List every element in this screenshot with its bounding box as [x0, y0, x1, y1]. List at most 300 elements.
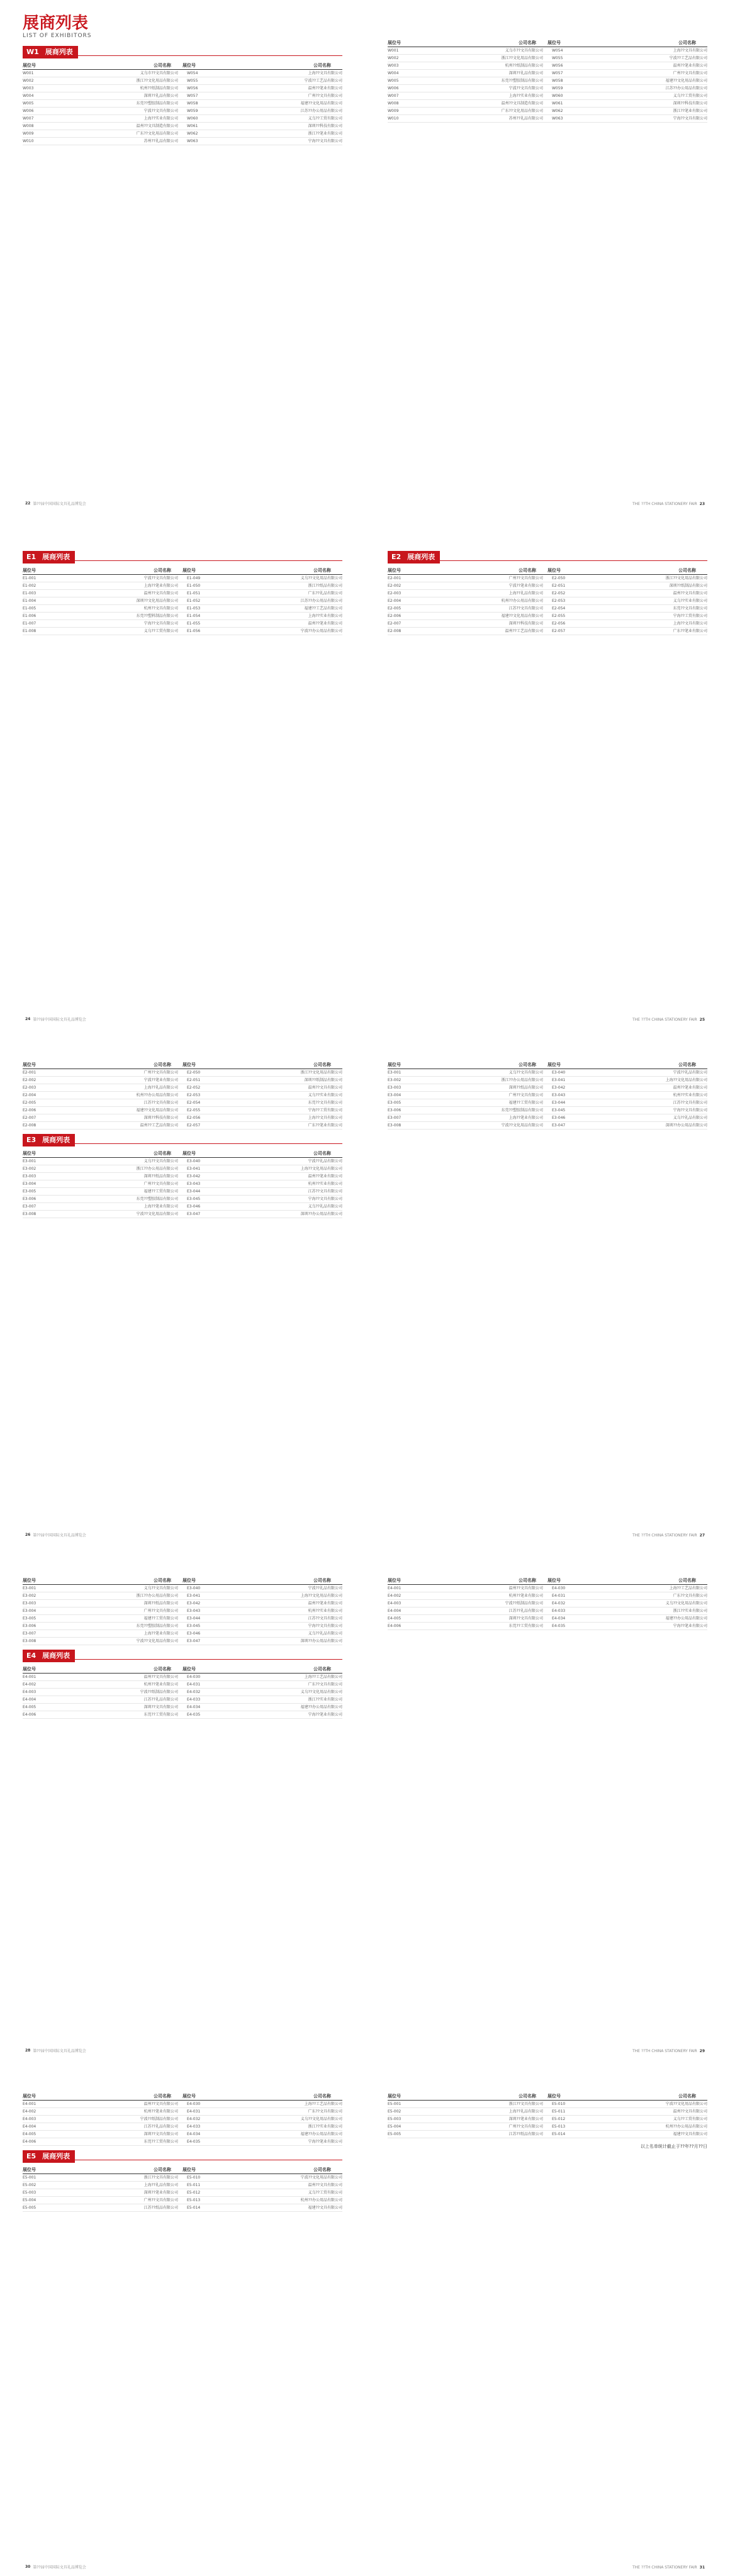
booth-number: E3-045	[187, 1196, 201, 1201]
booth-number: E3-044	[552, 1100, 566, 1105]
booth-number: E4-002	[23, 2109, 36, 2114]
table-row	[388, 613, 707, 620]
company-name: 宁海??工贸有限公司	[308, 1108, 342, 1113]
table-header	[23, 2091, 342, 2101]
booth-number: E3-004	[23, 1181, 36, 1186]
col-booth: 展位号	[388, 2094, 401, 2099]
booth-number: W059	[552, 86, 563, 91]
exhibitor-table	[23, 2101, 342, 2146]
booth-number: W006	[23, 108, 34, 113]
booth-number: E4-006	[388, 1623, 402, 1628]
hall-rule	[75, 2153, 342, 2160]
col-company: 公司名称	[519, 2094, 536, 2099]
company-name: 杭州??纸制品有限公司	[505, 63, 543, 68]
page-title: 展商列表	[23, 14, 89, 33]
booth-number: E3-041	[552, 1077, 566, 1082]
booth-number: W009	[23, 131, 34, 136]
company-name: 东莞??塑胶制品有限公司	[136, 1623, 178, 1628]
company-name: 浙江??文化用品有限公司	[501, 55, 543, 60]
company-name: 福建??办公用品有限公司	[300, 1704, 342, 1709]
booth-number: E5-012	[552, 2116, 566, 2121]
booth-number: E2-055	[187, 1108, 201, 1113]
table-row	[23, 2189, 342, 2197]
company-name: 宁波??笔业有限公司	[508, 583, 543, 588]
table-row	[23, 605, 342, 613]
page-footer	[23, 2564, 342, 2570]
hall-label: 展商列表	[40, 551, 75, 564]
hall-header-e2	[388, 550, 707, 564]
company-name: 福建??文化用品有限公司	[501, 613, 543, 618]
company-name: 杭州??办公用品有限公司	[665, 2124, 707, 2129]
table-row	[23, 1681, 342, 1689]
spacer	[388, 0, 707, 38]
company-name: 深圳??礼品有限公司	[508, 70, 543, 75]
company-name: 温州??文具有限公司	[143, 1674, 178, 1679]
table-row	[23, 1196, 342, 1203]
booth-number: E2-057	[187, 1123, 201, 1128]
col-booth: 展位号	[182, 1578, 196, 1583]
table-row	[23, 2116, 342, 2123]
company-name: 宁波??文化用品有限公司	[665, 2101, 707, 2106]
company-name: 杭州??办公用品有限公司	[300, 2197, 342, 2202]
booth-number: E3-043	[552, 1092, 566, 1097]
company-name: 宁海??文具有限公司	[673, 116, 707, 121]
table-row	[23, 1623, 342, 1630]
col-booth: 展位号	[388, 40, 401, 45]
col-booth: 展位号	[23, 568, 36, 573]
booth-number: E4-034	[552, 1616, 566, 1621]
company-name: 江苏??办公用品有限公司	[665, 86, 707, 91]
company-name: 江苏??礼品有限公司	[143, 1697, 178, 1702]
company-name: 福建??文具有限公司	[673, 2131, 707, 2136]
col-company: 公司名称	[313, 2167, 331, 2172]
exhibitor-table	[23, 2174, 342, 2212]
company-name: 温州??文具有限公司	[308, 1085, 342, 1090]
company-name: 宁波??办公用品有限公司	[300, 628, 342, 633]
company-name: 上海??工艺品有限公司	[304, 1674, 342, 1679]
booth-number: E5-011	[187, 2182, 201, 2187]
booth-number: E4-030	[187, 2101, 201, 2106]
hall-code: W1	[23, 46, 43, 58]
booth-number: E4-032	[552, 1601, 566, 1606]
col-company: 公司名称	[154, 1578, 171, 1583]
col-company: 公司名称	[313, 568, 331, 573]
company-name: 广州??文具有限公司	[143, 1070, 178, 1075]
company-name: 温州??笔业有限公司	[308, 621, 342, 626]
booth-number: E1-005	[23, 606, 36, 611]
page-footer	[388, 2049, 707, 2053]
booth-number: E2-001	[23, 1070, 36, 1075]
company-name: 温州??笔业有限公司	[308, 86, 342, 91]
col-company: 公司名称	[678, 40, 696, 45]
booth-number: E3-002	[388, 1077, 402, 1082]
page-footer	[23, 501, 342, 506]
table-header	[23, 1575, 342, 1585]
booth-number: E4-004	[23, 1697, 36, 1702]
table-row	[388, 2116, 707, 2123]
booth-number: W062	[552, 108, 563, 113]
booth-number: E2-001	[388, 575, 402, 580]
page-29	[365, 1544, 730, 2060]
company-name: 深圳??文具有限公司	[143, 1704, 178, 1709]
footer-text: 第??届中国国际文具礼品博览会	[33, 502, 86, 506]
company-name: 上海??礼品有限公司	[143, 1085, 178, 1090]
table-row	[388, 1585, 707, 1592]
booth-number: E1-001	[23, 575, 36, 580]
company-name: 浙江??办公用品有限公司	[501, 1077, 543, 1082]
booth-number: E4-035	[552, 1623, 566, 1628]
booth-number: E5-010	[187, 2175, 201, 2180]
booth-number: E4-033	[187, 2124, 201, 2129]
booth-number: E3-004	[23, 1608, 36, 1613]
footer-text: 第??届中国国际文具礼品博览会	[33, 1018, 86, 1022]
hall-header-e3	[23, 1133, 342, 1147]
company-name: 深圳??纸品有限公司	[143, 1174, 178, 1179]
spacer	[23, 2060, 342, 2091]
company-name: 深圳??纸品有限公司	[508, 1085, 543, 1090]
booth-number: E5-003	[388, 2116, 402, 2121]
company-name: 宁波??纸制品有限公司	[140, 1689, 178, 1694]
table-row	[23, 2123, 342, 2131]
company-name: 江苏??文具有限公司	[673, 1100, 707, 1105]
company-name: 温州??文具有限公司	[308, 2182, 342, 2187]
booth-number: W055	[187, 78, 198, 83]
booth-number: E4-001	[23, 2101, 36, 2106]
col-booth: 展位号	[23, 1578, 36, 1583]
company-name: 深圳??办公用品有限公司	[665, 1123, 707, 1128]
company-name: 温州??文具制造有限公司	[501, 101, 543, 106]
company-name: 江苏??纸品有限公司	[508, 2131, 543, 2136]
page-footer	[388, 502, 707, 506]
page-footer	[388, 2565, 707, 2570]
page-footer	[23, 2048, 342, 2053]
page-28	[0, 1544, 365, 2060]
page-number: 31	[699, 2565, 705, 2570]
company-name: 宁波??礼品有限公司	[308, 1585, 342, 1591]
table-row	[23, 1674, 342, 1681]
company-name: 浙江??纸品有限公司	[308, 583, 342, 588]
company-name: 浙江??文化用品有限公司	[136, 78, 178, 83]
col-booth: 展位号	[182, 63, 196, 68]
page-25	[365, 513, 730, 1028]
company-name: 广州??文具有限公司	[508, 575, 543, 580]
footer-text: THE ??TH CHINA STATIONERY FAIR	[632, 502, 697, 506]
table-row	[388, 1107, 707, 1114]
company-name: 福建??工贸有限公司	[143, 1189, 178, 1194]
company-name: 广东??礼品有限公司	[308, 591, 342, 596]
table-header	[388, 38, 707, 47]
booth-number: E5-012	[187, 2190, 201, 2195]
company-name: 深圳??纸制品有限公司	[669, 583, 707, 588]
booth-number: E4-034	[187, 1704, 201, 1709]
exhibitor-table	[388, 47, 707, 123]
hall-rule	[75, 1137, 342, 1144]
company-name: 义乌??文化用品有限公司	[300, 1689, 342, 1694]
booth-number: W006	[388, 86, 399, 91]
booth-number: E3-006	[23, 1196, 36, 1201]
company-name: 上海??实业有限公司	[508, 93, 543, 98]
booth-number: E4-031	[552, 1593, 566, 1598]
company-name: 宁海??工贸有限公司	[673, 613, 707, 618]
table-row	[23, 1689, 342, 1696]
booth-number: E3-040	[187, 1158, 201, 1163]
booth-number: E3-001	[388, 1070, 402, 1075]
col-company: 公司名称	[154, 1062, 171, 1067]
booth-number: E3-006	[388, 1108, 402, 1113]
company-name: 上海??文化用品有限公司	[300, 1166, 342, 1171]
company-name: 深圳??科技有限公司	[673, 101, 707, 106]
company-name: 浙江??笔业有限公司	[308, 131, 342, 136]
company-name: 上海??工艺品有限公司	[669, 1585, 707, 1591]
company-name: 宁海??文具有限公司	[308, 138, 342, 143]
booth-number: E1-055	[187, 621, 201, 626]
booth-number: E3-046	[187, 1631, 201, 1636]
table-row	[388, 620, 707, 628]
company-name: 宁海??笔业有限公司	[673, 1623, 707, 1628]
table-row	[388, 605, 707, 613]
booth-number: E4-006	[23, 2139, 36, 2144]
company-name: 义乌??文化用品有限公司	[300, 2116, 342, 2121]
company-name: 义乌??实业有限公司	[673, 598, 707, 603]
page-number: 25	[699, 1018, 705, 1022]
hall-code: E5	[23, 2150, 40, 2163]
table-row	[23, 575, 342, 582]
table-header	[388, 1575, 707, 1585]
col-booth: 展位号	[548, 1062, 561, 1067]
booth-number: E4-005	[388, 1616, 402, 1621]
booth-number: E4-006	[23, 1712, 36, 1717]
page-footer	[388, 1533, 707, 1538]
booth-number: E2-003	[23, 1085, 36, 1090]
booth-number: E5-003	[23, 2190, 36, 2195]
table-header	[388, 2091, 707, 2101]
booth-number: E1-006	[23, 613, 36, 618]
company-name: 深圳??文具有限公司	[143, 2131, 178, 2136]
col-booth: 展位号	[23, 2167, 36, 2172]
col-booth: 展位号	[182, 1151, 196, 1156]
booth-number: W054	[187, 70, 198, 75]
company-name: 浙江??实业有限公司	[308, 2124, 342, 2129]
table-row	[23, 1188, 342, 1196]
spacer	[23, 1028, 342, 1060]
company-name: 广东??文具有限公司	[673, 1593, 707, 1598]
footer-text: 第??届中国国际文具礼品博览会	[33, 2565, 86, 2570]
company-name: 东莞??文具有限公司	[673, 606, 707, 611]
booth-number: W001	[23, 70, 34, 75]
footer-text: THE ??TH CHINA STATIONERY FAIR	[632, 1533, 697, 1538]
table-row	[23, 2204, 342, 2212]
booth-number: E3-004	[388, 1092, 402, 1097]
company-name: 东莞??塑胶制品有限公司	[136, 1196, 178, 1201]
company-name: 宁波??礼品有限公司	[308, 1158, 342, 1163]
booth-number: E3-041	[187, 1166, 201, 1171]
company-name: 宁波??笔业有限公司	[143, 1077, 178, 1082]
booth-number: W005	[388, 78, 399, 83]
exhibitor-table	[388, 1585, 707, 1630]
table-row	[388, 1114, 707, 1122]
booth-number: E4-001	[388, 1585, 402, 1591]
col-booth: 展位号	[548, 2094, 561, 2099]
company-name: 温州??笔业有限公司	[308, 1601, 342, 1606]
company-name: 广东??文具有限公司	[308, 2109, 342, 2114]
company-name: 义乌??工贸有限公司	[143, 628, 178, 633]
company-name: 温州??笔业有限公司	[673, 63, 707, 68]
company-name: 义乌??工贸有限公司	[308, 2190, 342, 2195]
table-row	[23, 2101, 342, 2108]
col-booth: 展位号	[182, 1667, 196, 1672]
booth-number: E2-056	[187, 1115, 201, 1120]
hall-header-w1	[23, 45, 342, 59]
booth-number: E1-050	[187, 583, 201, 588]
company-name: 广东??笔业有限公司	[308, 1123, 342, 1128]
booth-number: E3-002	[23, 1166, 36, 1171]
company-name: 义乌??礼品有限公司	[308, 1204, 342, 1209]
table-row	[23, 1114, 342, 1122]
col-company: 公司名称	[154, 2094, 171, 2099]
table-row	[23, 1069, 342, 1077]
company-name: 上海??文化用品有限公司	[665, 1077, 707, 1082]
company-name: 杭州??实业有限公司	[673, 1092, 707, 1097]
booth-number: E3-007	[23, 1631, 36, 1636]
exhibitor-table	[23, 1585, 342, 1645]
company-name: 苏州??礼品有限公司	[508, 116, 543, 121]
company-name: 深圳??笔业有限公司	[143, 2190, 178, 2195]
col-company: 公司名称	[678, 1578, 696, 1583]
table-header	[23, 1664, 342, 1674]
table-row	[388, 590, 707, 597]
page-subtitle: LIST OF EXHIBITORS	[23, 33, 92, 39]
footer-text: THE ??TH CHINA STATIONERY FAIR	[632, 2049, 697, 2053]
col-booth: 展位号	[23, 1667, 36, 1672]
table-row	[23, 138, 342, 145]
col-company: 公司名称	[154, 1151, 171, 1156]
table-header	[23, 1148, 342, 1158]
table-row	[23, 2197, 342, 2204]
spacer	[388, 2060, 707, 2091]
company-name: 上海??礼品有限公司	[143, 2182, 178, 2187]
booth-number: E5-004	[388, 2124, 402, 2129]
company-name: 义乌??工贸有限公司	[673, 93, 707, 98]
booth-number: E2-006	[388, 613, 402, 618]
company-name: 福建??文化用品有限公司	[300, 101, 342, 106]
booth-number: E3-002	[23, 1593, 36, 1598]
company-name: 宁波??工艺品有限公司	[304, 78, 342, 83]
company-name: 上海??笔业有限公司	[508, 1115, 543, 1120]
table-row	[388, 115, 707, 123]
spacer	[388, 1544, 707, 1575]
table-row	[23, 77, 342, 85]
table-row	[23, 1607, 342, 1615]
table-row	[23, 1084, 342, 1092]
company-name: 义乌??文化用品有限公司	[665, 1601, 707, 1606]
booth-number: E1-052	[187, 598, 201, 603]
company-name: 浙江??文具有限公司	[508, 2101, 543, 2106]
company-name: 福建??文化用品有限公司	[136, 1108, 178, 1113]
company-name: 义乌??文具有限公司	[143, 1158, 178, 1163]
company-name: 上海??文具有限公司	[673, 48, 707, 53]
company-name: 义乌市??文具有限公司	[140, 70, 178, 75]
booth-number: E2-005	[388, 606, 402, 611]
table-header	[388, 1060, 707, 1069]
booth-number: E2-052	[552, 591, 566, 596]
booth-number: E1-003	[23, 591, 36, 596]
booth-number: E5-013	[552, 2124, 566, 2129]
booth-number: W010	[23, 138, 34, 143]
booth-number: E2-052	[187, 1085, 201, 1090]
booth-number: W003	[388, 63, 399, 68]
booth-number: E3-008	[23, 1211, 36, 1216]
table-row	[23, 1092, 342, 1099]
booth-number: E2-005	[23, 1100, 36, 1105]
col-company: 公司名称	[313, 63, 331, 68]
table-row	[23, 1600, 342, 1607]
booth-number: E4-035	[187, 1712, 201, 1717]
page-number: 22	[25, 501, 31, 506]
company-name: 宁波??礼品有限公司	[673, 1070, 707, 1075]
col-booth: 展位号	[23, 1062, 36, 1067]
table-row	[23, 1099, 342, 1107]
company-name: 深圳??办公用品有限公司	[300, 1638, 342, 1643]
table-row	[388, 628, 707, 635]
col-booth: 展位号	[23, 1151, 36, 1156]
table-row	[388, 2108, 707, 2116]
exhibitor-table	[388, 2101, 707, 2138]
page-26	[0, 1028, 365, 1544]
col-company: 公司名称	[678, 568, 696, 573]
company-name: 义乌??工贸有限公司	[308, 116, 342, 121]
company-name: 义乌??礼品有限公司	[308, 1631, 342, 1636]
booth-number: W063	[552, 116, 563, 121]
booth-number: E3-007	[388, 1115, 402, 1120]
hall-code: E4	[23, 1650, 40, 1662]
company-name: 义乌??文具有限公司	[508, 1070, 543, 1075]
table-row	[388, 47, 707, 55]
booth-number: W061	[187, 123, 198, 128]
table-row	[388, 1069, 707, 1077]
booth-number: W058	[552, 78, 563, 83]
booth-number: W009	[388, 108, 399, 113]
company-name: 杭州??办公用品有限公司	[501, 598, 543, 603]
col-booth: 展位号	[548, 40, 561, 45]
booth-number: E3-044	[187, 1616, 201, 1621]
col-company: 公司名称	[519, 1578, 536, 1583]
booth-number: W003	[23, 86, 34, 91]
table-row	[23, 1704, 342, 1711]
booth-number: E2-050	[552, 575, 566, 580]
booth-number: E2-007	[388, 621, 402, 626]
exhibitor-table	[23, 1069, 342, 1130]
company-name: 广东??文化用品有限公司	[501, 108, 543, 113]
booth-number: W059	[187, 108, 198, 113]
company-name: 上海??文具有限公司	[308, 1115, 342, 1120]
cutoff-note: 以上名单统计截止于??年??月??日	[640, 2144, 707, 2149]
company-name: 江苏??办公用品有限公司	[300, 598, 342, 603]
booth-number: E3-042	[187, 1174, 201, 1179]
page-24	[0, 513, 365, 1028]
col-company: 公司名称	[519, 40, 536, 45]
table-row	[23, 2131, 342, 2138]
booth-number: E3-042	[187, 1601, 201, 1606]
company-name: 温州??文具有限公司	[143, 2101, 178, 2106]
company-name: 福建??办公用品有限公司	[665, 1616, 707, 1621]
company-name: 福建??办公用品有限公司	[300, 2131, 342, 2136]
col-booth: 展位号	[182, 2094, 196, 2099]
company-name: 温州??笔业有限公司	[308, 1174, 342, 1179]
col-company: 公司名称	[313, 1151, 331, 1156]
table-row	[388, 55, 707, 62]
page-number: 30	[25, 2565, 31, 2569]
company-name: 宁海??文具有限公司	[143, 621, 178, 626]
